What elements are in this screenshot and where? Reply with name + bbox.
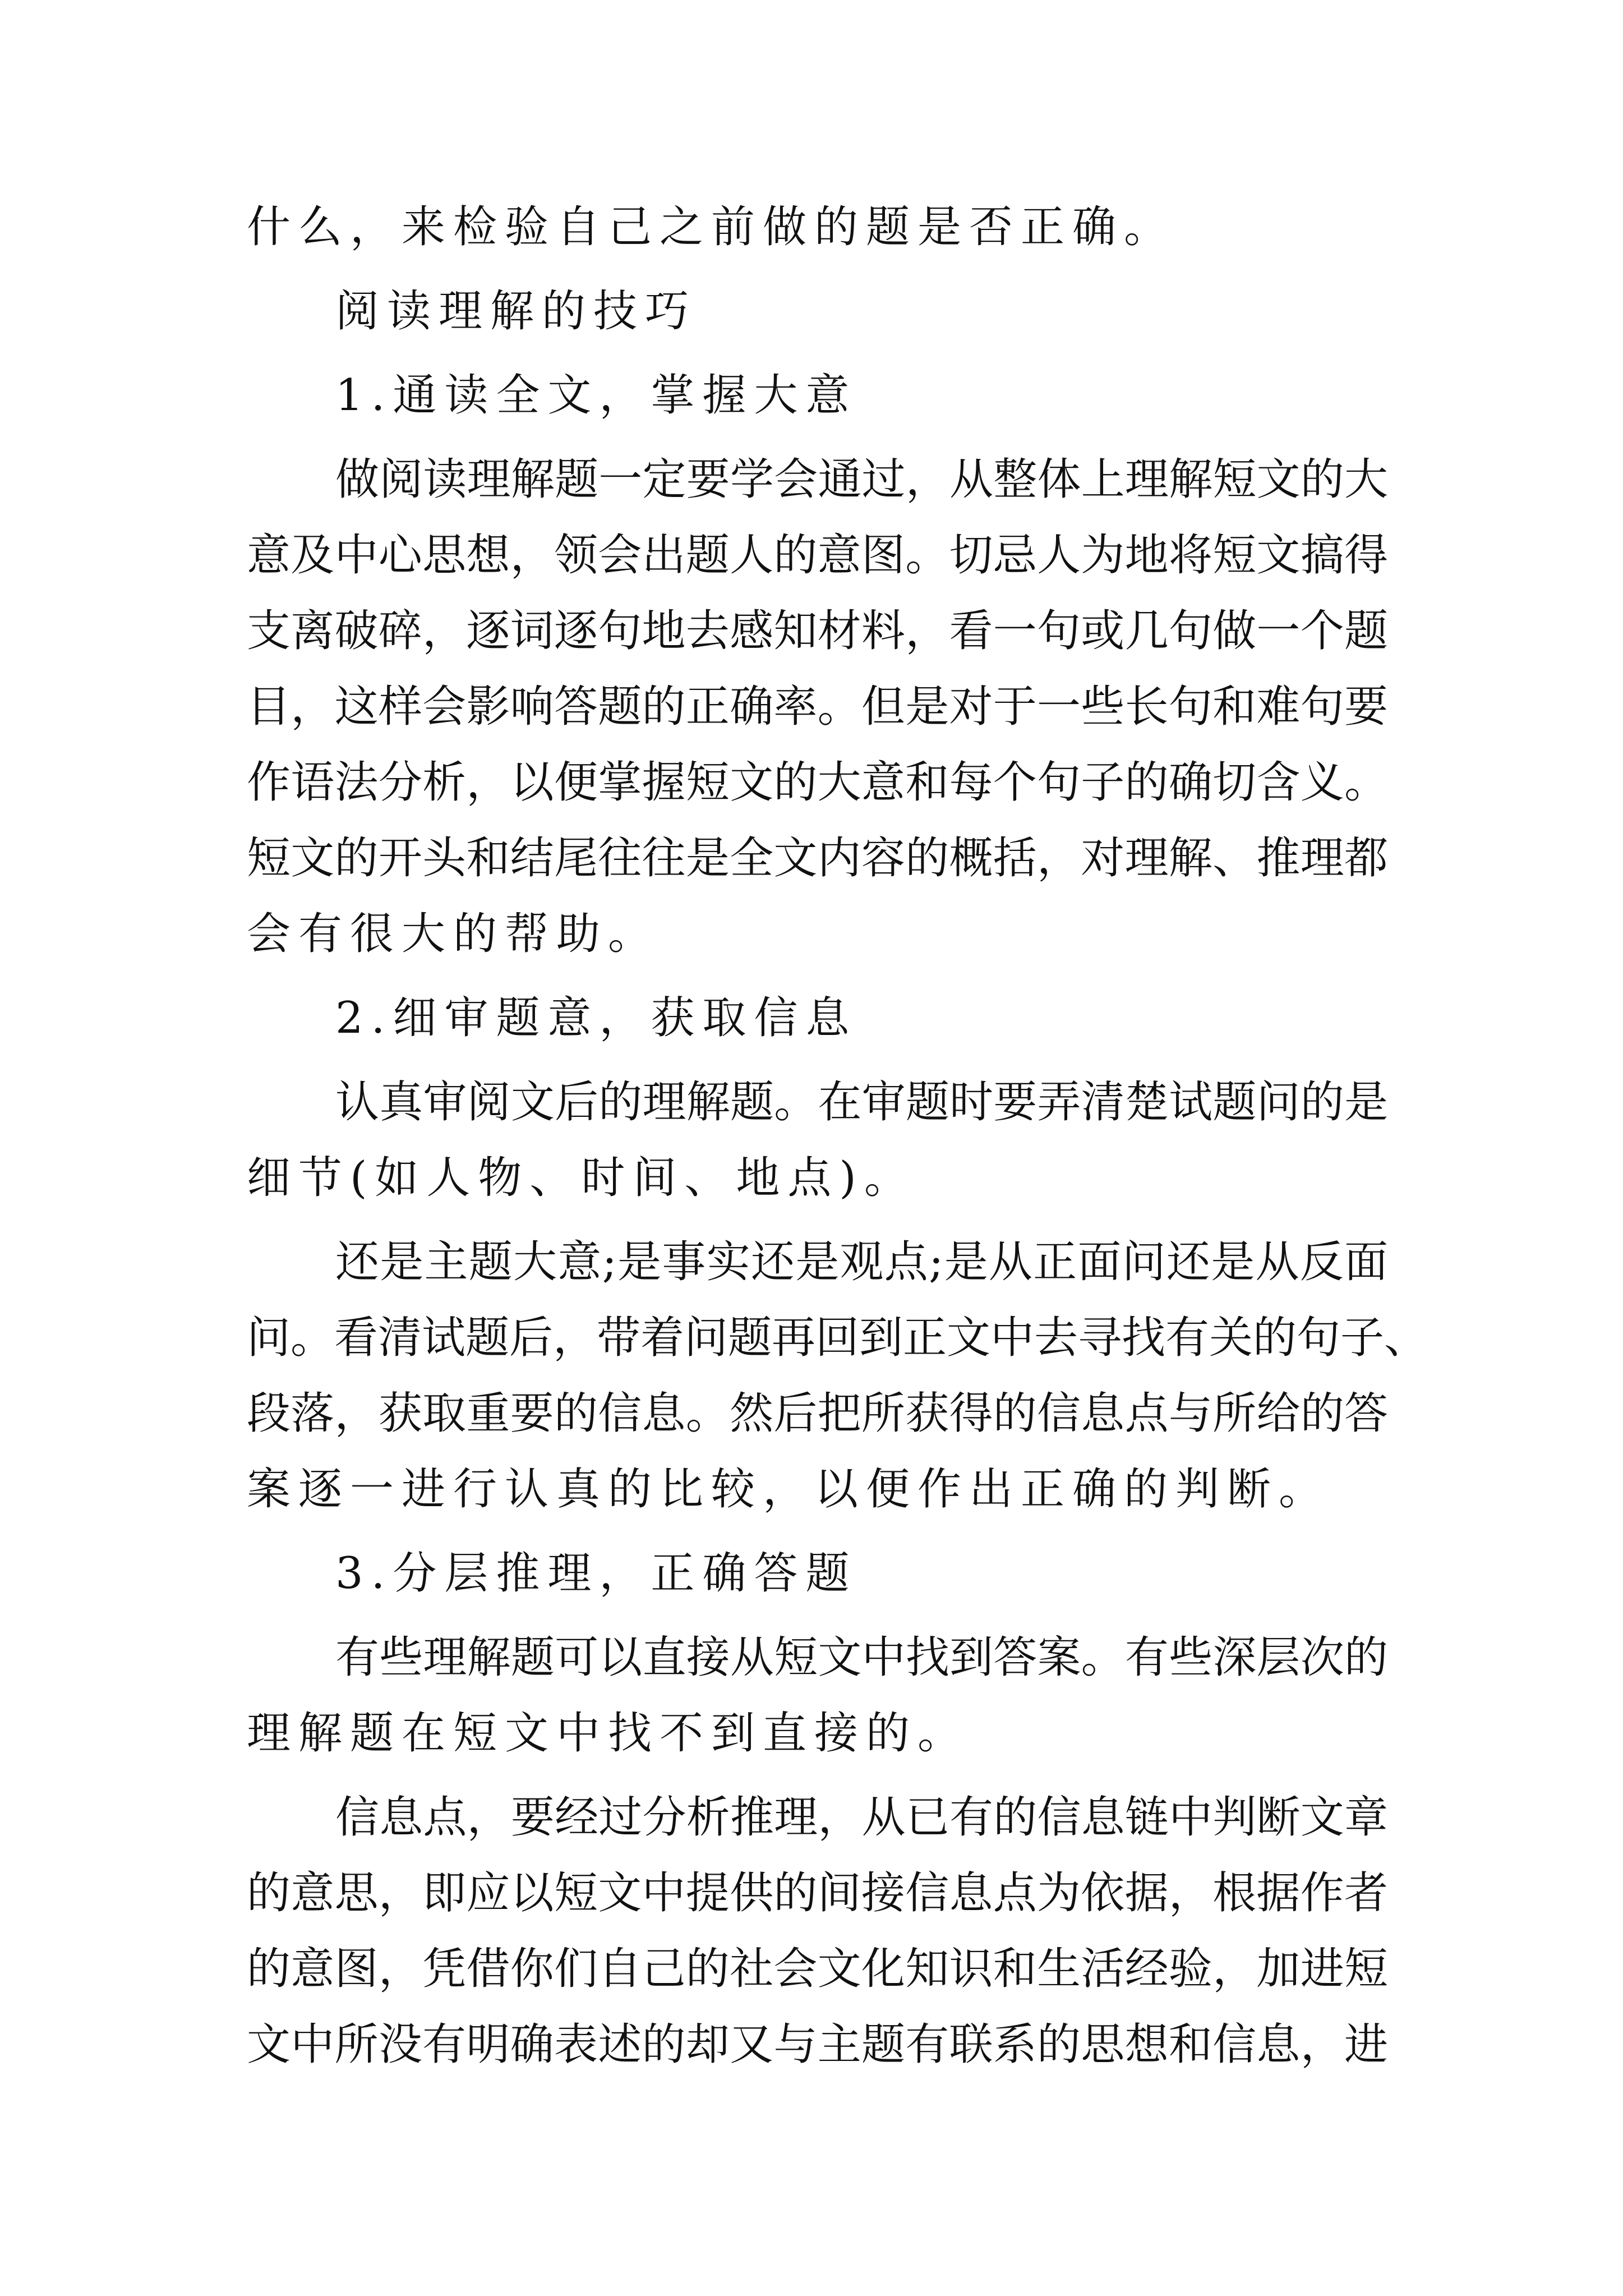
text-line: 目，这样会影响答题的正确率。但是对于一些长句和难句要 <box>247 682 1388 732</box>
text-line: 细节(如人物、时间、地点)。 <box>247 1153 916 1203</box>
text-line: 问。看清试题后，带着问题再回到正文中去寻找有关的句子、 <box>247 1313 1428 1363</box>
text-line: 意及中心思想，领会出题人的意图。切忌人为地将短文搞得 <box>247 530 1388 581</box>
subheading: 3.分层推理，正确答题 <box>335 1548 857 1599</box>
text-line: 短文的开头和结尾往往是全文内容的概括，对理解、推理都 <box>247 833 1388 884</box>
text-line: 认真审阅文后的理解题。在审题时要弄清楚试题问的是 <box>335 1077 1388 1128</box>
text-line: 段落，获取重要的信息。然后把所获得的信息点与所给的答 <box>247 1388 1388 1439</box>
subheading: 1.通读全文，掌握大意 <box>335 370 857 421</box>
text-line: 会有很大的帮助。 <box>247 909 660 959</box>
text-line: 的意思，即应以短文中提供的间接信息点为依据，根据作者 <box>247 1868 1388 1918</box>
text-line: 信息点，要经过分析推理，从已有的信息链中判断文章 <box>335 1792 1388 1843</box>
text-line: 支离破碎，逐词逐句地去感知材料，看一句或几句做一个题 <box>247 606 1388 656</box>
text-line: 有些理解题可以直接从短文中找到答案。有些深层次的 <box>335 1632 1388 1683</box>
text-line: 的意图，凭借你们自己的社会文化知识和生活经验，加进短 <box>247 1944 1388 1994</box>
text-line: 做阅读理解题一定要学会通过，从整体上理解短文的大 <box>335 454 1388 505</box>
text-line: 理解题在短文中找不到直接的。 <box>247 1708 970 1759</box>
section-heading: 阅读理解的技巧 <box>335 286 697 337</box>
text-line: 案逐一进行认真的比较，以便作出正确的判断。 <box>247 1464 1331 1515</box>
subheading: 2.细审题意，获取信息 <box>335 993 857 1043</box>
text-line: 作语法分析，以便掌握短文的大意和每个句子的确切含义。 <box>247 757 1388 808</box>
text-line: 什么，来检验自己之前做的题是否正确。 <box>247 202 1176 252</box>
text-line: 文中所没有明确表述的却又与主题有联系的思想和信息，进 <box>247 2019 1388 2070</box>
text-line: 还是主题大意;是事实还是观点;是从正面问还是从反面 <box>335 1237 1388 1287</box>
